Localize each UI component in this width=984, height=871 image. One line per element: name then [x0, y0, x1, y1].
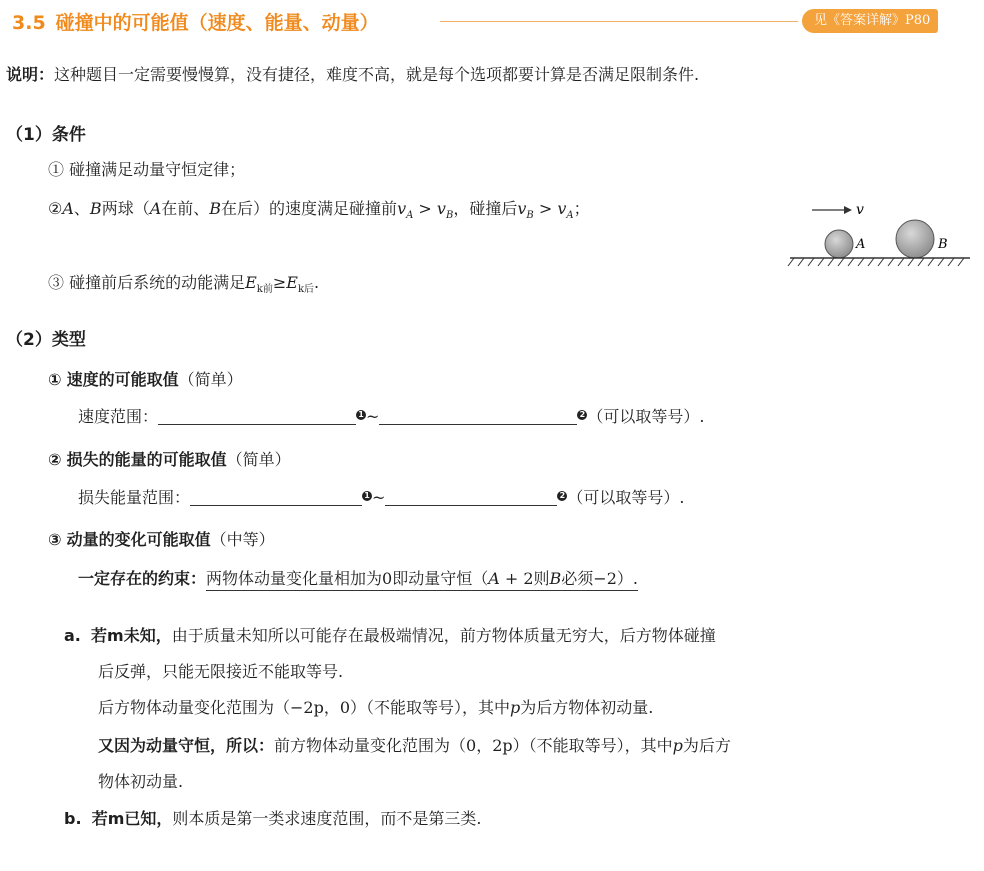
type-3-title: 动量的变化可能取值	[66, 530, 211, 549]
type-3-level: （中等）	[210, 530, 275, 549]
section-title-text: 碰撞中的可能值（速度、能量、动量）	[55, 12, 379, 34]
ball-b-ref: B	[549, 569, 562, 588]
case-a-text: 前方物体动量变化范围为（0，2p）（不能取等号），其中	[274, 736, 673, 755]
ball-b-ref: B	[89, 199, 102, 218]
type-2-marker: ②	[48, 450, 62, 469]
ball-b-ref: B	[209, 199, 222, 218]
case-a-line-1	[64, 623, 716, 646]
velocity-subscript: A	[566, 210, 574, 222]
greater-than: >	[413, 199, 437, 218]
case-a-text: 为后方物体初动量.	[520, 698, 654, 717]
tilde: ~	[372, 488, 386, 507]
velocity-symbol: v	[517, 199, 527, 218]
velocity-range-label: 速度范围：	[78, 407, 159, 426]
energy-subscript: k前	[256, 284, 273, 296]
type-1-heading	[48, 367, 243, 390]
condition-2-text: 在后）的速度满足碰撞前	[221, 199, 398, 218]
energy-max-blank[interactable]	[385, 491, 557, 506]
type-1-title: 速度的可能取值	[66, 370, 179, 389]
condition-item-3	[48, 270, 319, 295]
constraint-post: 必须−2）.	[561, 569, 638, 588]
energy-range-line	[78, 485, 685, 508]
case-a-emphasis: 又因为动量守恒，所以：	[98, 736, 275, 755]
type-1-marker: ①	[48, 370, 62, 389]
velocity-symbol: v	[436, 199, 446, 218]
case-a-line-5: 物体初动量.	[98, 772, 184, 791]
energy-min-blank[interactable]	[190, 491, 362, 506]
condition-2-text: ，碰撞后	[453, 199, 518, 218]
greater-equal: ≥	[272, 273, 287, 292]
ball-b-label: B	[938, 237, 948, 252]
case-a-text: 由于质量未知所以可能存在最极端情况，前方物体质量无穷大，后方物体碰撞	[171, 626, 716, 645]
blank-number-badge: 1	[362, 491, 372, 501]
case-a-text: 后方物体动量变化范围为（−2p，0）（不能取等号），其中	[98, 698, 511, 717]
collision-diagram	[784, 194, 974, 272]
case-a-condition: 若m未知，	[91, 626, 172, 645]
type-3-heading	[48, 527, 275, 550]
blank-number-badge: 2	[577, 410, 587, 420]
velocity-range-suffix: （可以取等号）.	[587, 407, 705, 426]
separator: 、	[73, 199, 90, 218]
blank-number-badge: 1	[356, 410, 366, 420]
momentum-symbol: p	[672, 736, 683, 755]
constraint-label: 一定存在的约束：	[78, 569, 207, 588]
case-b-marker: b.	[64, 809, 82, 828]
section-number: 3.5	[12, 12, 46, 34]
arrow-head-icon	[844, 206, 852, 214]
ground-hatching	[788, 258, 964, 266]
condition-3-suffix: .	[314, 273, 320, 292]
case-a-line-4	[98, 733, 731, 756]
constraint-pre: 两物体动量变化量相加为0即动量守恒（	[206, 569, 489, 588]
type-2-heading	[48, 447, 291, 470]
energy-subscript: k后	[297, 284, 314, 296]
blank-number-badge: 2	[557, 491, 567, 501]
velocity-symbol: v	[557, 199, 567, 218]
case-b-line	[64, 806, 481, 829]
condition-item-2	[48, 196, 590, 221]
velocity-min-blank[interactable]	[158, 410, 356, 425]
section-title	[12, 8, 379, 35]
title-divider	[440, 21, 798, 22]
types-heading: （2）类型	[6, 330, 86, 350]
ball-a-ref: A	[149, 199, 162, 218]
condition-item-1: ① 碰撞满足动量守恒定律；	[48, 160, 246, 179]
case-a-marker: a.	[64, 626, 81, 645]
condition-2-text: 在前、	[161, 199, 210, 218]
type-2-title: 损失的能量的可能取值	[66, 450, 227, 469]
ball-a-ref: A	[488, 569, 500, 588]
constraint-text	[206, 569, 638, 591]
energy-range-label: 损失能量范围：	[78, 488, 191, 507]
greater-than: >	[533, 199, 558, 218]
answer-reference-badge: 见《答案详解》P80	[802, 9, 938, 33]
energy-symbol: E	[245, 273, 257, 292]
momentum-symbol: p	[510, 698, 521, 717]
case-a-line-3	[98, 695, 653, 718]
constraint-mid: + 2则	[499, 569, 550, 588]
case-a-line-2: 后反弹，只能无限接近不能取等号.	[98, 662, 344, 681]
velocity-label: v	[856, 202, 864, 218]
velocity-subscript: B	[445, 210, 454, 222]
condition-3-text: ③ 碰撞前后系统的动能满足	[48, 273, 246, 292]
velocity-symbol: v	[397, 199, 407, 218]
note-label: 说明：	[6, 65, 55, 84]
tilde: ~	[366, 407, 380, 426]
ball-a	[825, 230, 853, 258]
velocity-subscript: B	[526, 210, 534, 222]
case-b-condition: 若m已知，	[91, 809, 173, 828]
energy-symbol: E	[286, 273, 298, 292]
type-3-marker: ③	[48, 530, 62, 549]
condition-2-text: 两球（	[101, 199, 150, 218]
velocity-max-blank[interactable]	[379, 410, 577, 425]
type-2-level: （简单）	[226, 450, 291, 469]
conditions-heading: （1）条件	[6, 125, 86, 145]
note-text: 这种题目一定需要慢慢算，没有捷径，难度不高，就是每个选项都要计算是否满足限制条件.	[54, 65, 700, 84]
constraint-line	[78, 566, 638, 589]
ball-a-label: A	[856, 237, 866, 252]
ball-b	[896, 220, 934, 258]
note-paragraph	[6, 62, 699, 85]
condition-2-marker: ②	[48, 199, 63, 218]
energy-range-suffix: （可以取等号）.	[567, 488, 685, 507]
case-b-text: 则本质是第一类求速度范围，而不是第三类.	[172, 809, 482, 828]
case-a-text: 为后方	[682, 736, 731, 755]
condition-2-text: ；	[573, 199, 590, 218]
ball-a-ref: A	[62, 199, 74, 218]
velocity-subscript: A	[406, 210, 414, 222]
type-1-level: （简单）	[178, 370, 243, 389]
velocity-range-line	[78, 404, 705, 427]
